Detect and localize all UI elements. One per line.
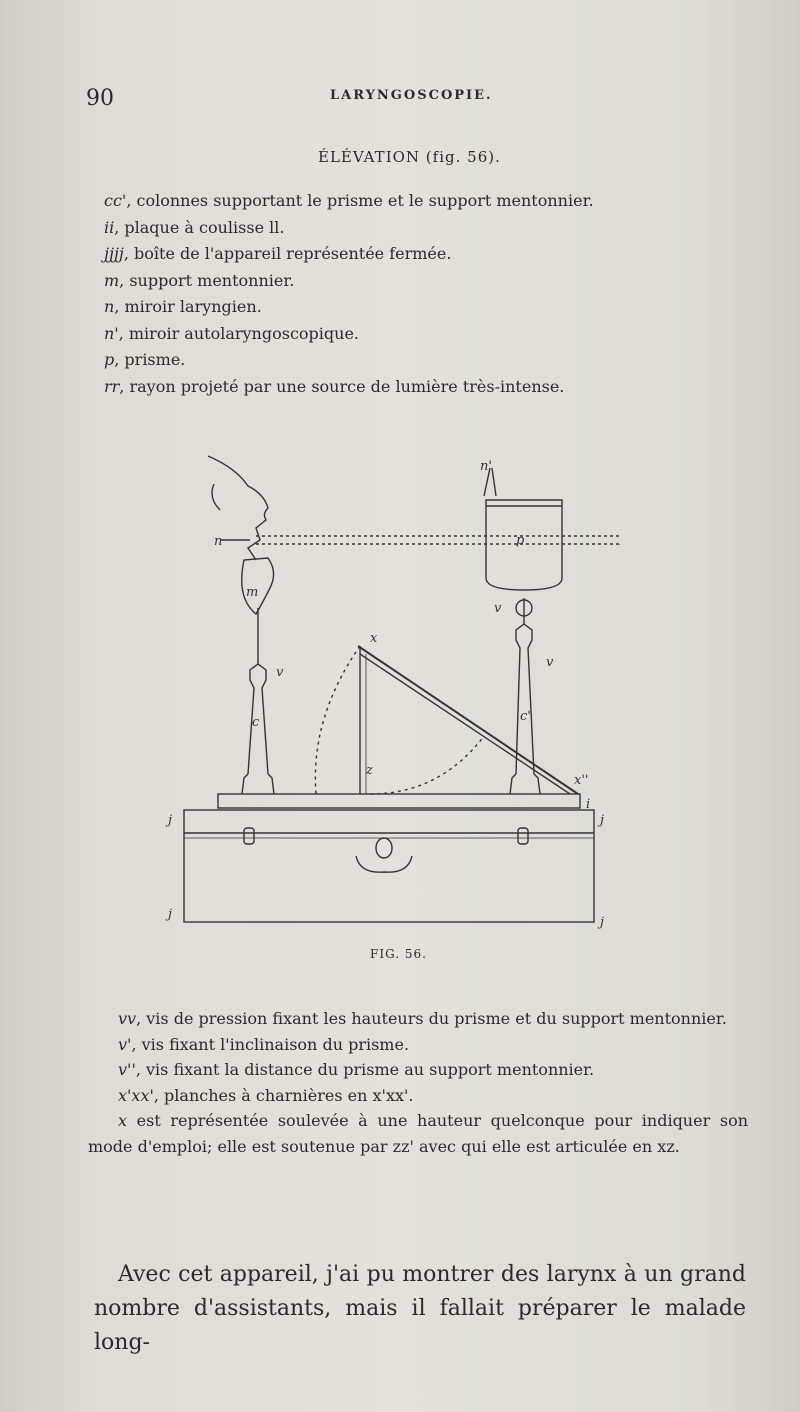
legend-key: ii [104, 217, 115, 237]
apparatus-box [184, 810, 594, 922]
note-text: est représentée soulevée à une hauteur quelconque pour indiquer son mode d'emploi; elle est soutenue par zz' avec qui elle est articulée en xz. [88, 1111, 748, 1156]
label-x-double-prime: x'' [574, 773, 589, 788]
legend-text: , support mentonnier. [119, 270, 295, 290]
note-paragraph [88, 1057, 748, 1083]
legend-item [104, 188, 664, 215]
label-j-bottom-right: j [600, 915, 605, 930]
label-p: p [516, 533, 525, 548]
page-number: 90 [86, 86, 114, 111]
body-paragraph: Avec cet appareil, j'ai pu montrer des larynx à un grand nombre d'assistants, mais il fallait préparer le malade long- [94, 1262, 746, 1355]
base-plate [218, 794, 580, 808]
figure-legend [104, 188, 664, 400]
legend-key: jjjj [104, 244, 124, 263]
note-paragraph [88, 1006, 748, 1032]
label-j-top-right: j [600, 813, 605, 828]
legend-text: , colonnes supportant le prisme et le support mentonnier. [126, 191, 594, 210]
label-n: n [214, 534, 223, 549]
running-head: LARYNGOSCOPIE. [330, 88, 493, 103]
note-key: v' [118, 1034, 132, 1054]
section-title: ÉLÉVATION (fig. 56). [318, 148, 501, 166]
box-lock [376, 838, 392, 858]
hinged-board [358, 646, 578, 794]
label-z: z [366, 763, 373, 778]
legend-item [104, 347, 664, 374]
note-text: , vis de pression fixant les hauteurs du prisme et du support mentonnier. [136, 1009, 727, 1028]
label-v-left: v [276, 665, 284, 680]
hinge-right [518, 828, 528, 844]
note-text: , vis fixant la distance du prisme au support mentonnier. [135, 1060, 595, 1079]
label-j-bottom-left: j [168, 907, 173, 922]
legend-item [104, 241, 664, 268]
label-x: x [370, 631, 378, 646]
legend-text: , miroir autolaryngoscopique. [118, 323, 359, 343]
note-key: x'xx' [118, 1085, 154, 1105]
label-i: i [586, 797, 591, 812]
legend-item [104, 294, 664, 321]
apparatus-engraving [160, 448, 620, 938]
legend-item [104, 215, 664, 242]
label-v-prism: v [494, 601, 502, 616]
label-v-right: v [546, 655, 554, 670]
legend-key: m [104, 270, 120, 290]
label-c: c [252, 715, 260, 730]
legend-text: , miroir laryngien. [114, 297, 262, 316]
note-key: v'' [118, 1060, 136, 1079]
board-swing-arc [315, 646, 360, 794]
figure-56-illustration [160, 448, 620, 938]
note-paragraph [88, 1083, 748, 1109]
label-c-prime: c' [520, 709, 531, 724]
legend-item [104, 268, 664, 295]
legend-key: n [104, 297, 115, 316]
legend-key: n' [104, 323, 119, 343]
legend-text: , rayon projeté par une source de lumière très-intense. [119, 376, 565, 396]
note-paragraph [88, 1032, 748, 1058]
legend-text: , prisme. [114, 350, 186, 369]
label-j-top-left: j [168, 813, 173, 828]
figure-notes [88, 1006, 748, 1159]
legend-key: rr [104, 376, 120, 396]
label-m: m [246, 585, 259, 600]
body-text [94, 1258, 746, 1360]
note-text: , vis fixant l'inclinaison du prisme. [131, 1034, 410, 1054]
label-n-prime: n' [480, 459, 492, 474]
note-text: , planches à charnières en x'xx'. [153, 1085, 414, 1105]
note-key: x [118, 1111, 128, 1130]
note-key: vv [118, 1009, 137, 1028]
legend-key: p [104, 350, 115, 369]
figure-caption: FIG. 56. [370, 947, 427, 961]
legend-text: , boîte de l'appareil représentée fermée. [123, 244, 452, 263]
legend-text: , plaque à coulisse ll. [114, 217, 285, 237]
legend-item [104, 321, 664, 348]
legend-key: cc' [104, 191, 127, 210]
legend-item [104, 374, 664, 401]
note-paragraph [88, 1108, 748, 1159]
page-header [0, 86, 800, 116]
hinge-left [244, 828, 254, 844]
